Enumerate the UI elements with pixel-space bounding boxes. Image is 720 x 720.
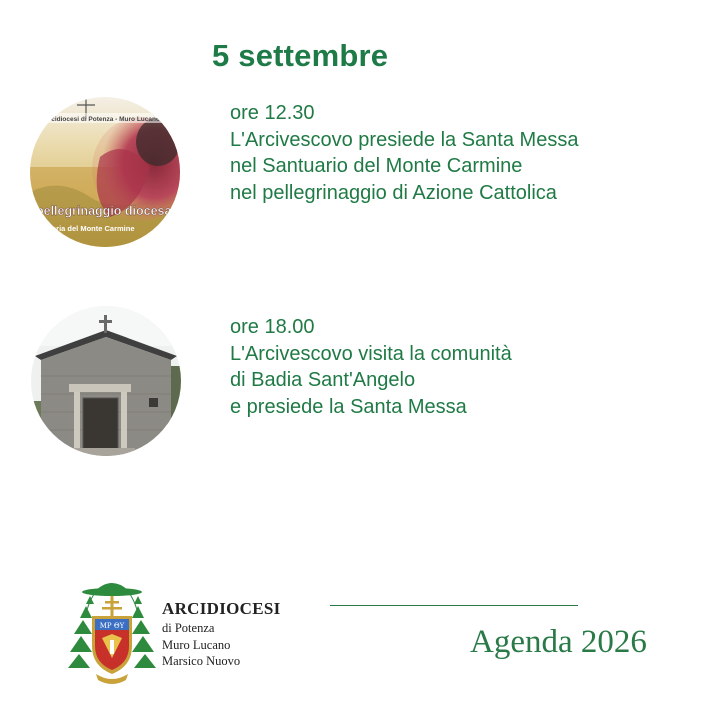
org-line-2: Muro Lucano (162, 637, 231, 652)
shield-monogram: ΜΡ ΘΥ (99, 622, 125, 630)
poster-caption-top: Arcidiocesi di Potenza - Muro Lucano - M (44, 116, 172, 123)
org-line-1: di Potenza (162, 621, 215, 635)
stone-chapel-image (31, 306, 181, 456)
archdiocese-name (162, 598, 281, 670)
coat-of-arms-icon (66, 574, 158, 688)
event-2-line-1: L'Arcivescovo visita la comunità (230, 342, 512, 365)
event-2-details (230, 314, 512, 420)
event-1-line-1: L'Arcivescovo presiede la Santa Messa (230, 128, 579, 151)
org-name: ARCIDIOCESI (162, 599, 281, 618)
event-1-line-2: nel Santuario del Monte Carmine (230, 155, 523, 177)
divider-line (330, 605, 578, 606)
poster-caption-bottom: aria del Monte Carmine (52, 224, 135, 233)
event-1-line-3: nel pellegrinaggio di Azione Cattolica (230, 181, 557, 204)
page-date-heading: 5 settembre (212, 38, 389, 73)
agenda-title: Agenda 2026 (470, 624, 647, 660)
poster-caption-main: pellegrinaggio diocesa (36, 204, 172, 218)
event-2-line-3: e presiede la Santa Messa (230, 395, 467, 418)
event-2-time: ore 18.00 (230, 316, 315, 338)
pilgrimage-poster-image (30, 97, 180, 247)
event-2-line-2: di Badia Sant'Angelo (230, 369, 416, 391)
org-line-3: Marsico Nuovo (162, 654, 241, 668)
event-1-time: ore 12.30 (230, 102, 315, 124)
event-1-details (230, 100, 578, 206)
